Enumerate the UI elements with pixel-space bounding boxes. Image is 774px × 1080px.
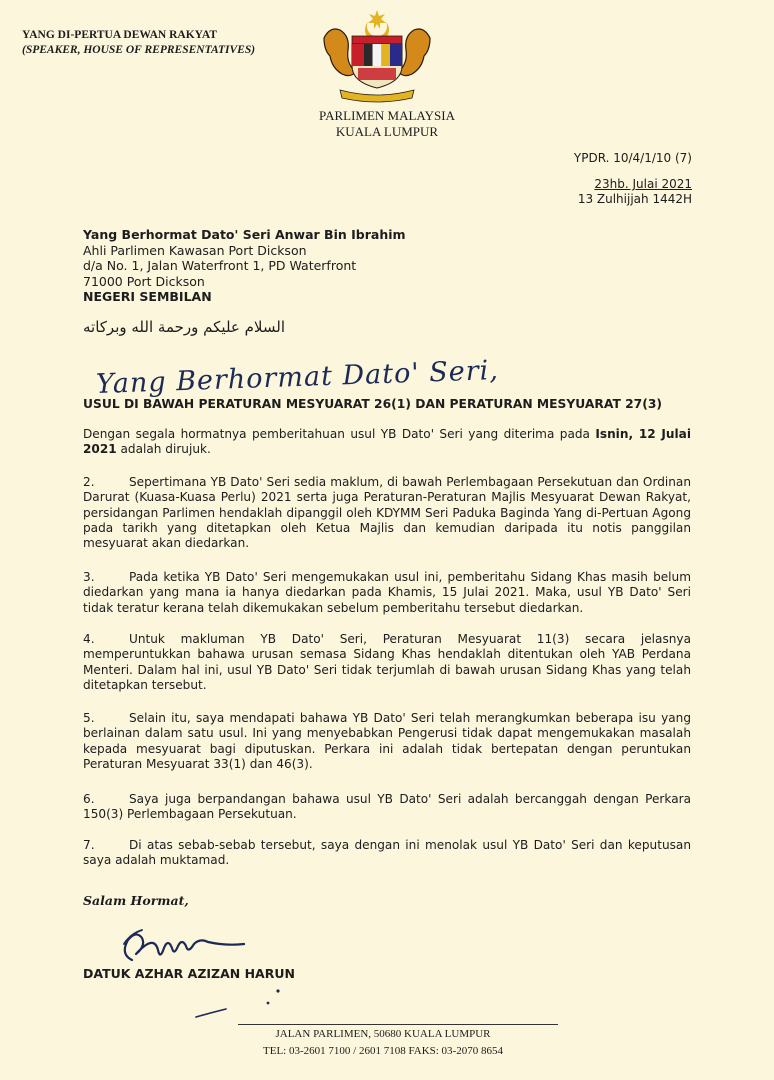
date-hijri: 13 Zulhijjah 1442H bbox=[577, 192, 692, 206]
parliament-name: PARLIMEN MALAYSIA bbox=[319, 108, 455, 123]
paragraph-1-date: Isnin, 12 Julai 2021 bbox=[83, 427, 691, 457]
footer-address: JALAN PARLIMEN, 50680 KUALA LUMPUR bbox=[275, 1028, 491, 1040]
paragraph-4-number: 4. bbox=[83, 632, 95, 646]
paragraph-5 bbox=[83, 711, 691, 772]
paragraph-2 bbox=[83, 475, 691, 551]
paragraph-7 bbox=[83, 838, 691, 869]
paragraph-5-text: Selain itu, saya mendapati bahawa YB Dato' Seri telah merangkumkan beberapa isu yang berlainan dalam satu usul. Ini yang menyebabkan Pengerusi tidak dapat mengemukakan masalah kepada mesyuarat bagi diputuskan. Perkara ini adalah tidak bertepatan dengan peruntukan Peraturan Mesyuarat 33(1) dan 46(3). bbox=[83, 711, 691, 771]
paragraph-1-end: adalah dirujuk. bbox=[116, 442, 211, 457]
paragraph-7-text: Di atas sebab-sebab tersebut, saya dengan ini menolak usul YB Dato' Seri dan keputusan saya adalah muktamad. bbox=[83, 838, 691, 868]
malaysia-coat-of-arms-icon bbox=[318, 8, 436, 104]
letter-subject: USUL DI BAWAH PERATURAN MESYUARAT 26(1) DAN PERATURAN MESYUARAT 27(3) bbox=[83, 397, 663, 411]
letter-date bbox=[578, 177, 692, 207]
footer-divider bbox=[238, 1024, 558, 1025]
paragraph-4 bbox=[83, 632, 691, 693]
recipient-line3: 71000 Port Dickson bbox=[83, 273, 205, 289]
paragraph-1 bbox=[83, 427, 691, 458]
paragraph-6 bbox=[83, 792, 691, 823]
paragraph-7-number: 7. bbox=[83, 838, 95, 852]
letterhead-office bbox=[22, 28, 255, 58]
date-gregorian: 23hb. Julai 2021 bbox=[594, 177, 692, 191]
recipient-name: Yang Berhormat Dato' Seri Anwar Bin Ibrahim bbox=[83, 227, 406, 242]
handwritten-greeting: Yang Berhormat Dato' Seri, bbox=[95, 354, 500, 401]
recipient-line1: Ahli Parlimen Kawasan Port Dickson bbox=[83, 242, 307, 258]
recipient-line2: d/a No. 1, Jalan Waterfront 1, PD Waterfront bbox=[83, 258, 357, 273]
paragraph-1-text: Dengan segala hormatnya pemberitahuan usul YB Dato' Seri yang diterima pada bbox=[83, 427, 596, 441]
office-title-ms: YANG DI-PERTUA DEWAN RAKYAT bbox=[22, 29, 218, 41]
ink-marks bbox=[190, 985, 290, 1025]
paragraph-2-number: 2. bbox=[83, 475, 95, 489]
paragraph-6-text: Saya juga berpandangan bahawa usul YB Dato' Seri adalah bercanggah dengan Perkara 150(3) Perlembagaan Persekutuan. bbox=[83, 792, 691, 822]
office-title-en: (SPEAKER, HOUSE OF REPRESENTATIVES) bbox=[22, 44, 256, 56]
closing-salutation: Salam Hormat, bbox=[83, 893, 189, 908]
recipient-address bbox=[83, 227, 406, 305]
parliament-city: KUALA LUMPUR bbox=[335, 124, 439, 139]
paragraph-3-text: Pada ketika YB Dato' Seri mengemukakan usul ini, pemberitahu Sidang Khas masih belum diedarkan yang mana ia hanya diedarkan pada Khamis, 15 Julai 2021. Maka, usul YB Dato' Seri tidak teratur kerana telah dikemukakan sebelum pemberitahu tersebut diedarkan. bbox=[83, 570, 691, 615]
arabic-greeting: السلام عليكم ورحمة الله وبركاته bbox=[83, 318, 285, 336]
paragraph-5-number: 5. bbox=[83, 711, 95, 725]
letterhead-parliament bbox=[0, 108, 774, 140]
signatory-name: DATUK AZHAR AZIZAN HARUN bbox=[83, 966, 295, 981]
reference-number: YPDR. 10/4/1/10 (7) bbox=[573, 151, 692, 165]
recipient-state: NEGERI SEMBILAN bbox=[83, 289, 212, 304]
paragraph-6-number: 6. bbox=[83, 792, 95, 806]
paragraph-4-text: Untuk makluman YB Dato' Seri, Peraturan Mesyuarat 11(3) secara jelasnya memperuntukkan bahawa urusan semasa Sidang Khas hendaklah ditentukan oleh YAB Perdana Menteri. Dalam hal ini, usul YB Dato' Seri tidak terjumlah di bawah urusan Sidang Khas yang telah ditetapkan tersebut. bbox=[83, 632, 691, 692]
paragraph-3-number: 3. bbox=[83, 570, 95, 584]
footer-contact: TEL: 03-2601 7100 / 2601 7108 FAKS: 03-2070 8654 bbox=[263, 1045, 503, 1057]
paragraph-3 bbox=[83, 570, 691, 616]
paragraph-2-text: Sepertimana YB Dato' Seri sedia maklum, di bawah Perlembagaan Persekutuan dan Ordinan Darurat (Kuasa-Kuasa Perlu) 2021 serta juga Peraturan-Peraturan Majlis Mesyuarat Dewan Rakyat, persidangan Parlimen hendaklah dipanggil oleh KDYMM Seri Paduka Baginda Yang di-Pertuan Agong pada tarikh yang ditetapkan oleh Ketua Majlis dan kemudian daripada itu notis panggilan mesyuarat akan diedarkan. bbox=[83, 475, 691, 551]
